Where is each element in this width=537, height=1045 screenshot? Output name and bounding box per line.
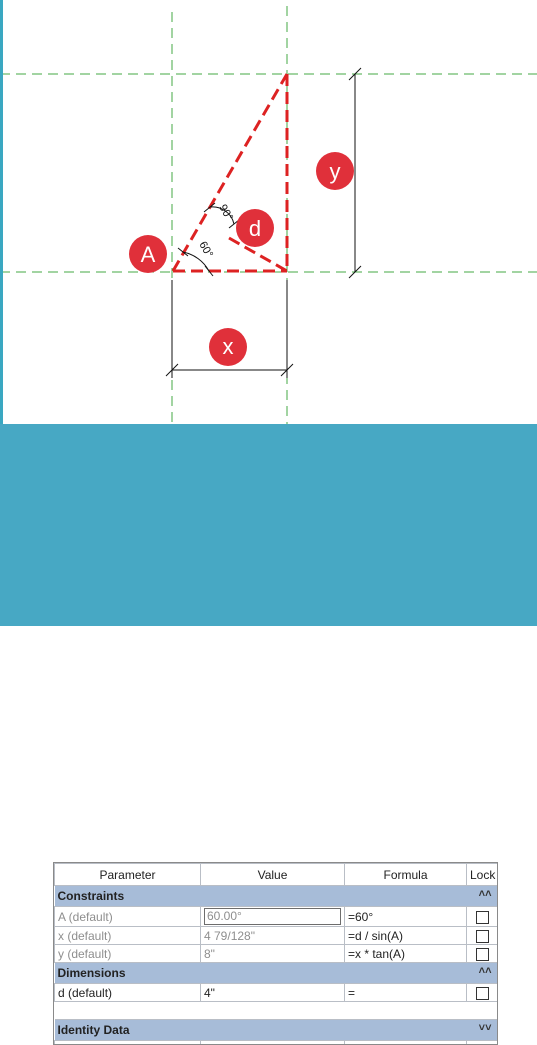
collapse-chevron-icon[interactable]: ˄˄ [479,965,492,977]
lock-checkbox[interactable] [476,930,489,943]
triangle-hypotenuse[interactable] [173,74,287,271]
collapse-chevron-icon[interactable]: ˄˄ [479,888,492,900]
param-name: y (default) [55,945,201,963]
param-formula[interactable]: =d / sin(A) [345,927,467,945]
spacer-row [55,1002,498,1020]
lock-checkbox[interactable] [476,948,489,961]
drawing-canvas[interactable] [0,0,537,424]
table-row-partial [55,1041,498,1045]
expand-chevron-icon[interactable]: ˅˅ [479,1022,492,1034]
angle-90-tick-1 [204,203,215,212]
param-formula[interactable]: = [345,984,467,1002]
group-identity-data[interactable] [55,1020,498,1041]
canvas-edge-bar [0,0,3,424]
group-identity-data-label: Identity Data [58,1023,130,1037]
angle-60-label: 60° [196,240,215,260]
param-row-y[interactable] [55,945,498,963]
lock-cell[interactable] [467,907,498,927]
param-row-d[interactable] [55,984,498,1002]
header-lock[interactable]: Lock [467,864,498,886]
param-formula[interactable]: =x * tan(A) [345,945,467,963]
header-formula[interactable]: Formula [345,864,467,886]
group-dimensions-label: Dimensions [58,966,126,980]
badge-A-label: A [141,242,156,267]
group-constraints-label: Constraints [58,889,125,903]
badge-d-label: d [249,216,261,241]
badge-y [316,152,354,190]
param-row-x[interactable] [55,927,498,945]
param-value-text[interactable]: 60.00° [204,908,341,925]
param-name: x (default) [55,927,201,945]
param-value[interactable]: 8" [201,945,345,963]
lock-cell[interactable] [467,945,498,963]
group-dimensions[interactable] [55,963,498,984]
angle-90-label: 90° [216,203,235,223]
param-value-field[interactable] [201,907,345,927]
badge-d [236,209,274,247]
lock-checkbox[interactable] [476,911,489,924]
parameters-table [54,863,498,1045]
lock-checkbox[interactable] [476,987,489,1000]
badge-x [209,328,247,366]
family-types-panel [0,424,537,626]
group-constraints[interactable] [55,886,498,907]
lock-cell[interactable] [467,927,498,945]
param-row-A[interactable] [55,907,498,927]
header-parameter[interactable]: Parameter [55,864,201,886]
badge-A [129,235,167,273]
parameters-table-container [53,862,498,1045]
param-value[interactable]: 4" [201,984,345,1002]
badge-y-label: y [330,159,341,184]
table-header-row [55,864,498,886]
param-value[interactable]: 4 79/128" [201,927,345,945]
param-name: A (default) [55,907,201,927]
sketch-svg [0,0,537,424]
param-name: d (default) [55,984,201,1002]
lock-cell[interactable] [467,984,498,1002]
badge-x-label: x [223,334,234,359]
param-formula[interactable]: =60° [345,907,467,927]
header-value[interactable]: Value [201,864,345,886]
